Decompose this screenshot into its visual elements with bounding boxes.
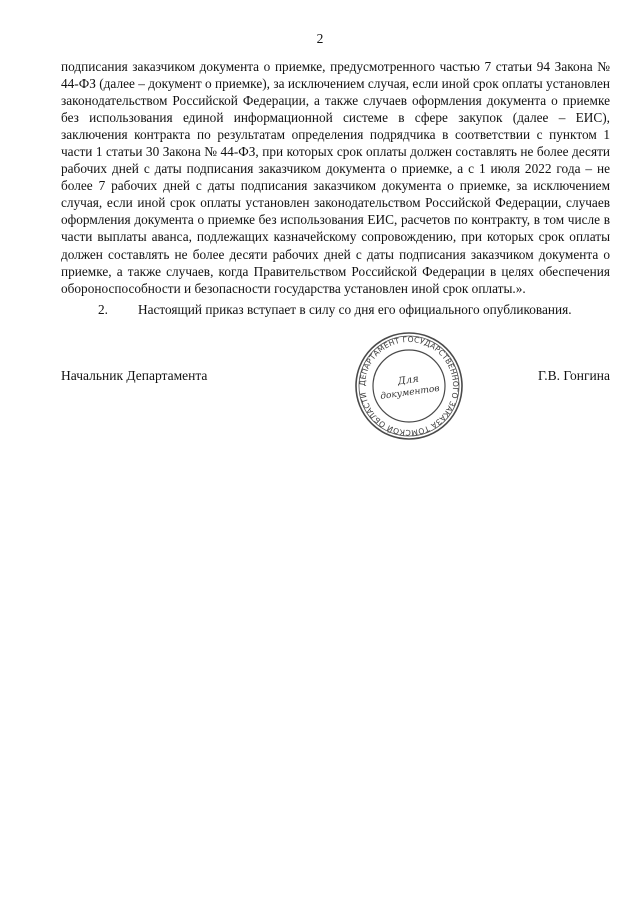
- page-number: 2: [316, 31, 324, 46]
- official-stamp: [353, 330, 465, 442]
- signatory-name: Г.В. Гонгина: [538, 368, 610, 383]
- item-number: 2.: [98, 302, 108, 317]
- item-text: Настоящий приказ вступает в силу со дня его официального опубликования.: [138, 302, 572, 317]
- paragraph-continuation: подписания заказчиком документа о приемке, предусмотренного частью 7 статьи 94 Закона № 44-ФЗ (далее – документ о приемке), за исключением случая, если иной срок оплаты установлен законодательством Российской Федерации, а также случаев оформления документа о приемке без использования единой информационной системе в сфере закупок (далее – ЕИС), заключения контракта по результатам определения подрядчика в соответствии с пунктом 1 части 1 статьи 30 Закона № 44-ФЗ, при которых срок оплаты должен составлять не более десяти рабочих дней с даты подписания заказчиком документа о приемке, а с 1 июля 2022 года – не более 7 рабочих дней с даты подписания заказчиком документа о приемке, за исключением случая, если иной срок оплаты установлен законодательством Российской Федерации, случаев оформления документа о приемке без использования ЕИС, расчетов по контракту, в том числе в части выплаты аванса, подлежащих казначейскому сопровождению, при которых срок оплаты должен составлять не более десяти рабочих дней с даты подписания заказчиком документа о приемке, а также случаев, когда Правительством Российской Федерации в целях обеспечения обороноспособности и безопасности государства установлен иной срок оплаты.».: [61, 59, 610, 296]
- stamp-center-line-2: документов: [379, 383, 441, 403]
- numbered-item-2: [61, 301, 610, 318]
- stamp-ring-text: ДЕПАРТАМЕНТ ГОСУДАРСТВЕННОГО ЗАКАЗА ТОМСКОЙ ОБЛАСТИ: [357, 334, 461, 438]
- document-body: [61, 58, 610, 297]
- stamp-center-line-1: Для: [397, 373, 420, 388]
- signatory-position: Начальник Департамента: [61, 368, 208, 383]
